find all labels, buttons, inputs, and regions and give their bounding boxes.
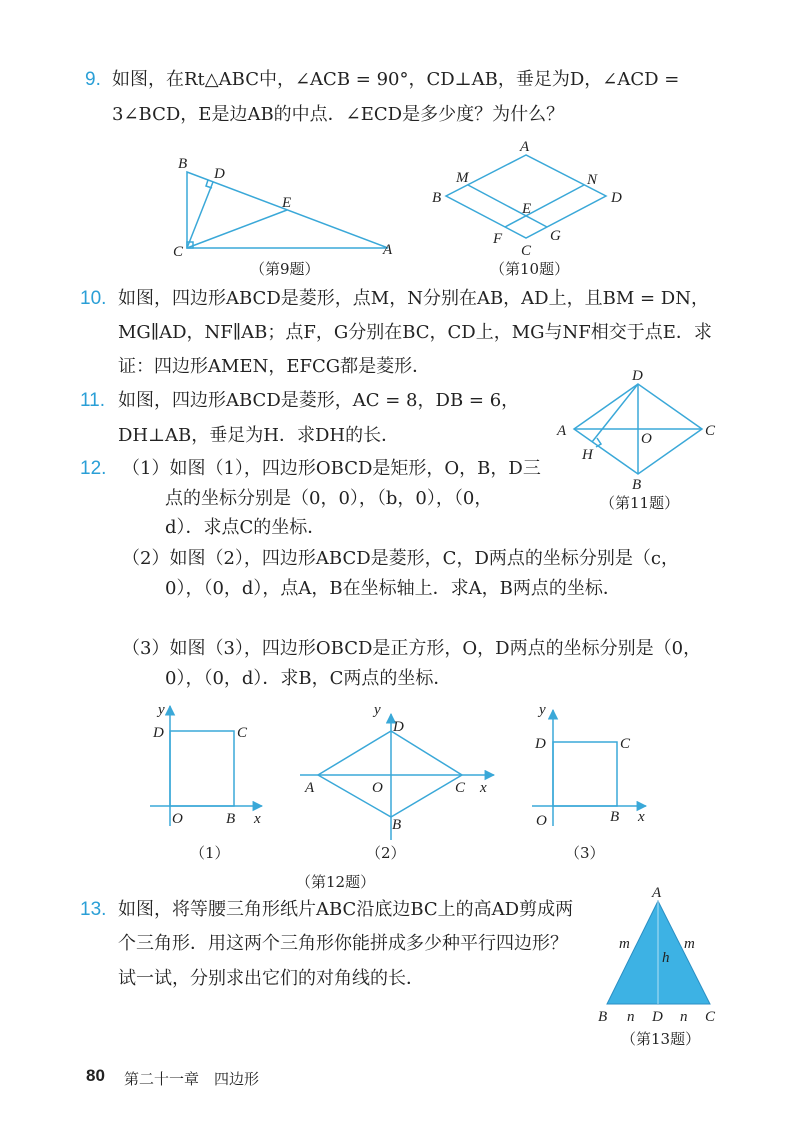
fig11-label-a: A	[557, 423, 567, 439]
fig13-label-h: h	[662, 950, 670, 966]
fig13-label-m-left: m	[619, 936, 630, 952]
problem-11-line-1: 如图，四边形ABCD是菱形，AC = 8，DB = 6，	[118, 390, 520, 411]
fig13-caption: （第13题）	[621, 1030, 701, 1048]
problem-10-line-1: 如图，四边形ABCD是菱形，点M，N分别在AB，AD上，且BM = DN，	[118, 288, 709, 309]
fig12-caption: （第12题）	[296, 873, 376, 891]
fig11-label-d: D	[632, 368, 643, 384]
g3-label-y: y	[539, 702, 546, 718]
fig13-label-n-left: n	[627, 1009, 635, 1025]
page-number: 80	[86, 1066, 105, 1085]
fig11-label-o: O	[641, 431, 652, 447]
fig12-sub-1: （1）	[190, 844, 230, 862]
problem-12-part2-line1: （2）如图（2），四边形ABCD是菱形，C，D两点的坐标分别是（c，	[122, 548, 679, 569]
fig11-label-b: B	[632, 477, 642, 493]
fig9-label-d: D	[214, 166, 225, 182]
problem-13-line-1: 如图，将等腰三角形纸片ABC沿底边BC上的高AD剪成两	[118, 899, 574, 920]
g1-label-x: x	[254, 811, 261, 827]
problem-13-line-2: 个三角形．用这两个三角形你能拼成多少种平行四边形？	[118, 933, 568, 954]
fig13-label-n-right: n	[680, 1009, 688, 1025]
fig10-label-f: F	[493, 231, 503, 247]
g3-label-c: C	[620, 736, 631, 752]
g3-label-o: O	[536, 813, 547, 829]
g3-label-x: x	[638, 809, 645, 825]
g2-label-d: D	[393, 719, 404, 735]
fig10-label-b: B	[432, 190, 442, 206]
problem-12-part1-line1: （1）如图（1），四边形OBCD是矩形，O，B，D三	[122, 458, 541, 479]
g2-label-o: O	[372, 780, 383, 796]
problem-12-number: 12.	[80, 458, 107, 479]
g2-label-x: x	[480, 780, 487, 796]
problem-10-number: 10.	[80, 288, 107, 309]
fig10-caption: （第10题）	[490, 260, 570, 278]
g3-label-d: D	[535, 736, 546, 752]
fig13-label-m-right: m	[684, 936, 695, 952]
problem-12-part2-line2: 0），（0，d），点A，B在坐标轴上．求A，B两点的坐标．	[165, 578, 621, 599]
problem-13-line-3: 试一试，分别求出它们的对角线的长．	[118, 968, 424, 989]
g2-label-y: y	[374, 702, 381, 718]
fig9-label-b: B	[178, 156, 188, 172]
problem-9-number: 9.	[85, 69, 101, 90]
fig10-label-d: D	[611, 190, 622, 206]
problem-9-line-2: 3∠BCD，E是边AB的中点．∠ECD是多少度？为什么？	[112, 104, 565, 125]
g1-label-b: B	[226, 811, 236, 827]
problem-10-line-3: 证：四边形AMEN，EFCG都是菱形．	[118, 356, 431, 377]
fig9-label-a: A	[383, 242, 393, 258]
fig10-label-n: N	[587, 172, 598, 188]
g1-label-d: D	[153, 725, 164, 741]
fig9-label-e: E	[282, 195, 292, 211]
problem-10-line-2: MG∥AD，NF∥AB；点F，G分别在BC，CD上，MG与NF相交于点E．求	[118, 322, 712, 343]
g3-label-b: B	[610, 809, 620, 825]
fig12-sub-2: （2）	[366, 844, 406, 862]
fig13-label-a: A	[652, 885, 662, 901]
fig11-caption: （第11题）	[600, 494, 680, 512]
g2-label-a: A	[305, 780, 315, 796]
fig10-label-e: E	[522, 201, 532, 217]
fig9-caption: （第9题）	[250, 260, 320, 278]
g1-label-c: C	[237, 725, 248, 741]
problem-13-number: 13.	[80, 899, 107, 920]
problem-11-line-2: DH⊥AB，垂足为H．求DH的长．	[118, 425, 400, 446]
fig12-sub-3: （3）	[565, 844, 605, 862]
problem-12-part3-line2: 0），（0，d）．求B，C两点的坐标．	[165, 668, 452, 689]
problem-12-part1-line2: 点的坐标分别是（0，0），（b，0），（0，	[165, 488, 493, 509]
chapter-title: 第二十一章 四边形	[124, 1070, 260, 1088]
fig11-label-c: C	[705, 423, 716, 439]
fig13-label-c: C	[705, 1009, 716, 1025]
fig10-label-m: M	[456, 170, 469, 186]
fig10-label-g: G	[550, 228, 561, 244]
fig10-label-c: C	[521, 243, 532, 259]
fig13-label-d: D	[652, 1009, 663, 1025]
fig13-label-b: B	[598, 1009, 608, 1025]
g2-label-c: C	[455, 780, 466, 796]
problem-11-number: 11.	[80, 390, 106, 411]
problem-12-part3-line1: （3）如图（3），四边形OBCD是正方形，O，D两点的坐标分别是（0，	[122, 638, 702, 659]
g1-label-o: O	[172, 811, 183, 827]
g1-label-y: y	[158, 702, 165, 718]
problem-12-part1-line3: d）．求点C的坐标．	[165, 517, 326, 538]
fig11-label-h: H	[582, 447, 593, 463]
fig9-label-c: C	[173, 244, 184, 260]
g2-label-b: B	[392, 817, 402, 833]
problem-9-line-1: 如图，在Rt△ABC中，∠ACB = 90°，CD⊥AB，垂足为D，∠ACD =	[112, 69, 680, 90]
fig10-label-a: A	[520, 139, 530, 155]
